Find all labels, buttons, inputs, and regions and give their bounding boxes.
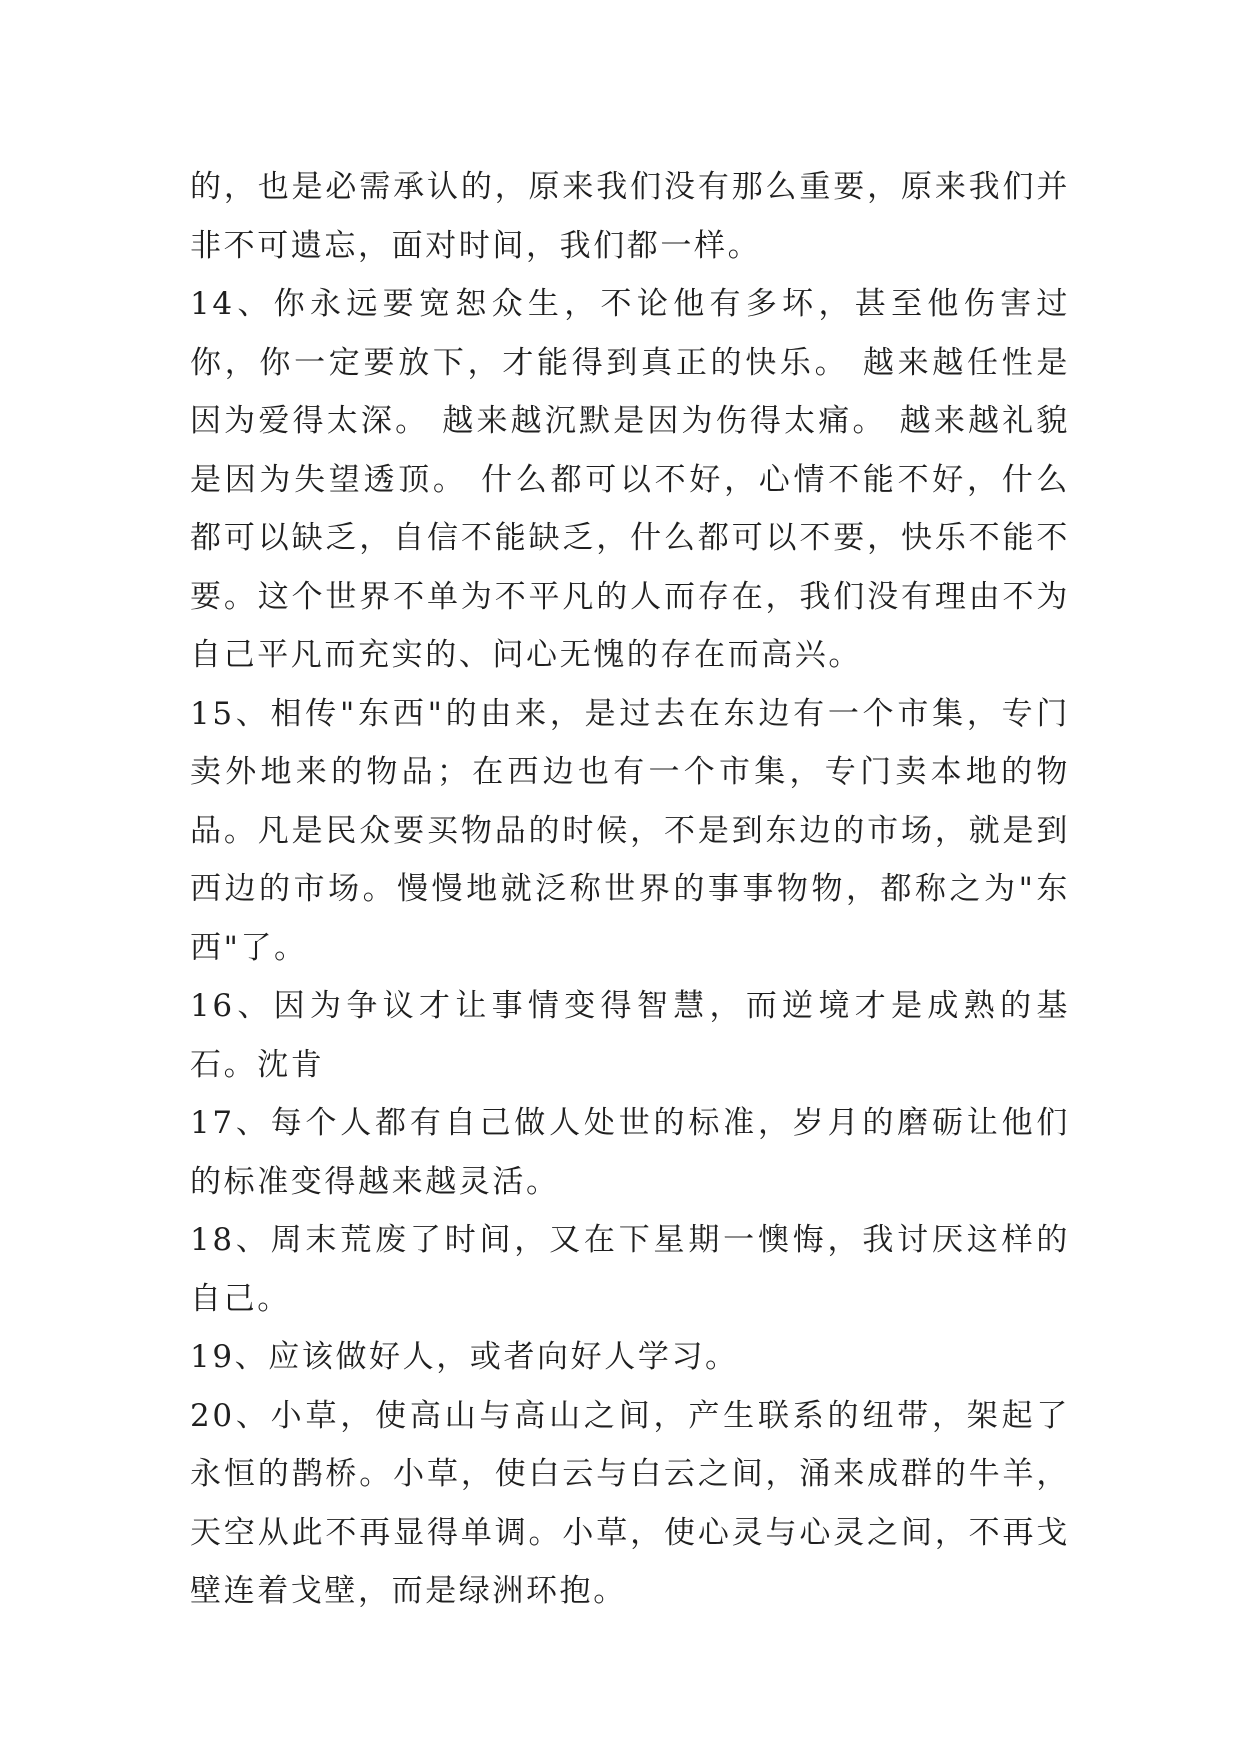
paragraph-18: 18、周末荒废了时间，又在下星期一懊悔，我讨厌这样的自己。 — [190, 1222, 1070, 1317]
document-body — [190, 158, 1070, 1621]
paragraph-20: 20、小草，使高山与高山之间，产生联系的纽带，架起了永恒的鹊桥。小草，使白云与白云之间，涌来成群的牛羊，天空从此不再显得单调。小草，使心灵与心灵之间，不再戈壁连着戈壁，而是绿洲环抱。 — [190, 1397, 1070, 1609]
paragraph-14: 14、你永远要宽恕众生，不论他有多坏，甚至他伤害过你，你一定要放下，才能得到真正的快乐。 越来越任性是因为爱得太深。 越来越沉默是因为伤得太痛。 越来越礼貌是因为失望透顶。 什么都可以不好，心情不能不好，什么都可以缺乏，自信不能缺乏，什么都可以不要，快乐不能不要。这个世界不单为不平凡的人而存在，我们没有理由不为自己平凡而充实的、问心无愧的存在而高兴。 — [190, 286, 1070, 673]
paragraph-continuation: 的，也是必需承认的，原来我们没有那么重要，原来我们并非不可遗忘，面对时间，我们都一样。 — [190, 169, 1070, 264]
paragraph-17: 17、每个人都有自己做人处世的标准，岁月的磨砺让他们的标准变得越来越灵活。 — [190, 1105, 1070, 1200]
paragraph-15: 15、相传"东西"的由来，是过去在东边有一个市集，专门卖外地来的物品；在西边也有一个市集，专门卖本地的物品。凡是民众要买物品的时候，不是到东边的市场，就是到西边的市场。慢慢地就泛称世界的事事物物，都称之为"东西"了。 — [190, 695, 1070, 966]
paragraph-16: 16、因为争议才让事情变得智慧，而逆境才是成熟的基石。沈肯 — [190, 988, 1070, 1083]
paragraph-19: 19、应该做好人，或者向好人学习。 — [190, 1339, 739, 1375]
